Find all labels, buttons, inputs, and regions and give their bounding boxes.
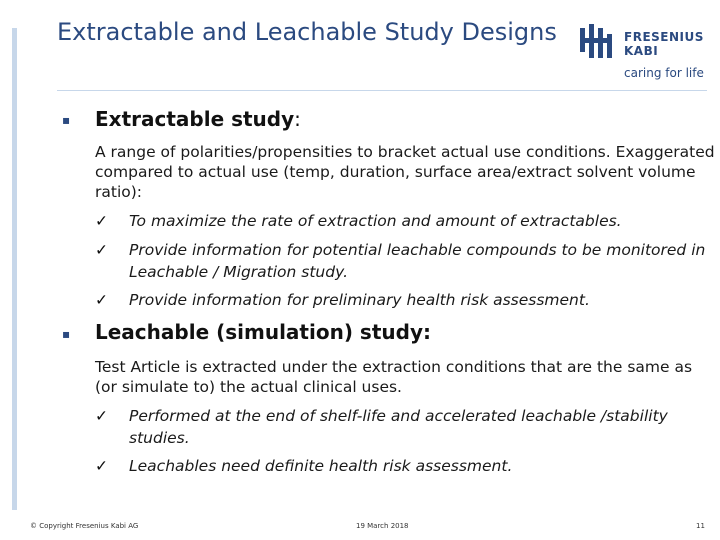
logo-name-line1: FRESENIUS [624,30,704,44]
section-heading-leachable: Leachable (simulation) study: [95,320,431,344]
checkmark-icon: ✓ [95,407,108,425]
heading-colon: : [294,107,301,131]
footer-date: 19 March 2018 [356,522,409,530]
fresenius-logo-icon [578,24,620,64]
logo-tagline: caring for life [624,66,704,80]
checkmark-icon: ✓ [95,457,108,475]
list-item-text: Provide information for preliminary health risk assessment. [129,291,590,309]
company-logo [578,24,718,84]
logo-wordmark [624,30,704,58]
section-paragraph-extractable: A range of polarities/propensities to bracket actual use conditions. Exaggerated compared to actual use (temp, duration, surface area/extract solvent volume ratio): [95,143,715,201]
list-item-text: Leachables need definite health risk assessment. [129,457,513,475]
header-divider [57,90,707,91]
left-accent-bar [12,28,17,510]
list-item-text: Performed at the end of shelf-life and accelerated leachable /stability studies. [129,407,668,447]
list-item-text: Provide information for potential leachable compounds to be monitored in Leachable / Migration study. [129,241,706,281]
checkmark-icon: ✓ [95,291,108,309]
list-item-text: To maximize the rate of extraction and amount of extractables. [129,212,622,230]
checkmark-icon: ✓ [95,241,108,259]
heading-text: Extractable study [95,107,295,131]
section-heading-extractable [95,107,301,131]
section-bullet-icon: ▪ [62,113,71,127]
checkmark-icon: ✓ [95,212,108,230]
footer-copyright: © Copyright Fresenius Kabi AG [30,522,139,530]
slide-title: Extractable and Leachable Study Designs [57,18,557,46]
footer-page-number: 11 [696,522,705,530]
section-paragraph-leachable: Test Article is extracted under the extraction conditions that are the same as (or simulate to) the actual clinical uses. [95,358,693,396]
logo-name-line2: KABI [624,44,659,58]
section-bullet-icon: ▪ [62,327,71,341]
